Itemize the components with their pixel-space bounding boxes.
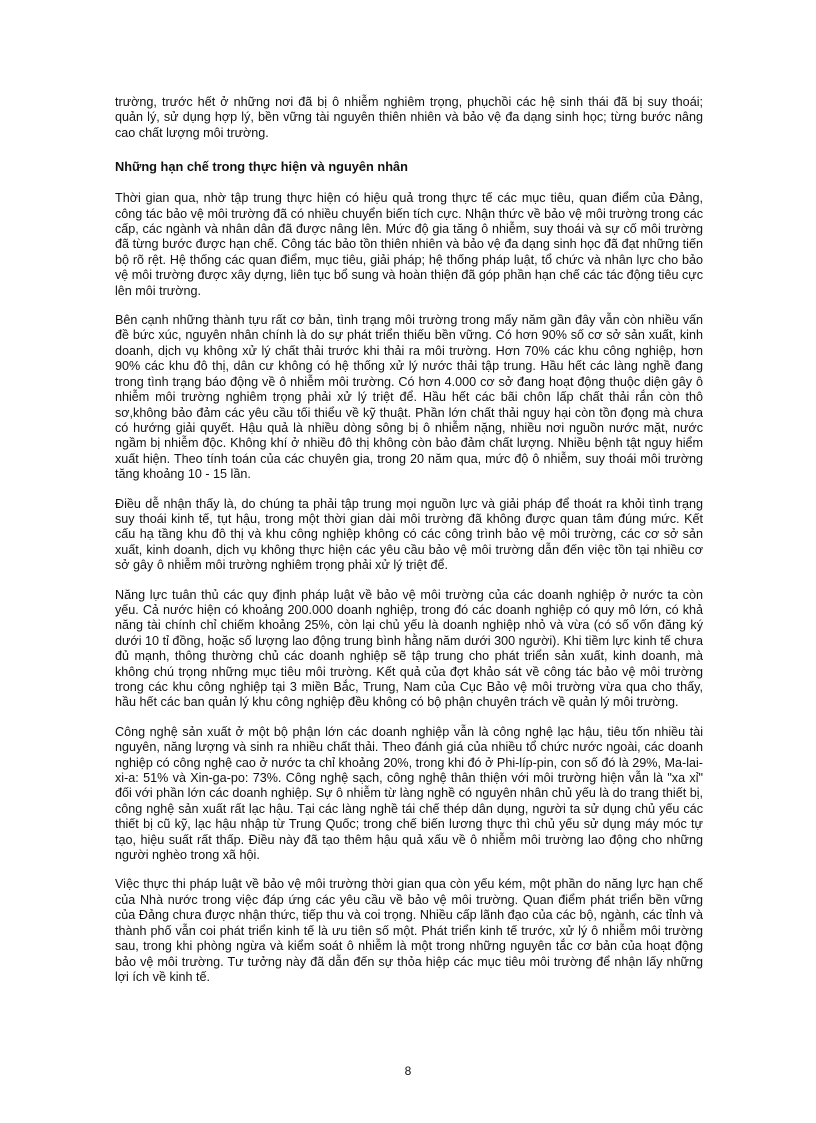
page-number: 8	[404, 1064, 412, 1078]
paragraph-technology: Công nghệ sản xuất ở một bộ phận lớn các doanh nghiệp vẫn là công nghệ lạc hậu, tiêu tốn nhiều tài nguyên, năng lượng và sinh ra nhiều chất thải. Theo đánh giá của nhiều tổ chức nước ngoài, các doanh nghiệp có công nghệ cao ở nước ta chỉ khoảng 20%, trong khi đó ở Phi-líp-pin, con số đó là 29%, Ma-lai-xi-a: 51% và Xin-ga-po: 73%. Công nghệ sạch, công nghệ thân thiện với môi trường hiện vẫn là "xa xỉ" đối với phần lớn các doanh nghiệp. Sự ô nhiễm từ làng nghề có nguyên nhân chủ yếu là do trang thiết bị, công nghệ sản xuất rất lạc hậu. Tại các làng nghề tái chế thép dân dụng, người ta sử dụng chủ yếu các thiết bị cũ kỹ, lạc hậu nhập từ Trung Quốc; trong chế biến lương thực thì chủ yếu sử dụng máy móc tự tạo, hiệu suất rất thấp. Điều này đã tạo thêm hậu quả xấu về ô nhiễm môi trường lao động cho những người nghèo trong xã hội.	[115, 724, 703, 863]
paragraph-intro-continuation: trường, trước hết ở những nơi đã bị ô nhiễm nghiêm trọng, phụchồi các hệ sinh thái đã bị suy thoái; quản lý, sử dụng hợp lý, bền vững tài nguyên thiên nhiên và bảo vệ đa dạng sinh học; từng bước nâng cao chất lượng môi trường.	[115, 95, 703, 140]
paragraph-environment-issues: Bên cạnh những thành tựu rất cơ bản, tình trạng môi trường trong mấy năm gần đây vẫn còn nhiều vấn đề bức xúc, nguyên nhân chính là do sự phát triển thiếu bền vững. Có hơn 90% số cơ sở sản xuất, kinh doanh, dịch vụ không xử lý chất thải trước khi thải ra môi trường. Hơn 70% các khu công nghiệp, hơn 90% các khu đô thị, dân cư không có hệ thống xử lý nước thải tập trung. Hầu hết các làng nghề đang trong tình trạng báo động về ô nhiễm môi trường. Có hơn 4.000 cơ sở đang hoạt động thuộc diện gây ô nhiễm môi trường nghiêm trọng phải xử lý triệt để. Hầu hết các bãi chôn lấp chất thải rắn còn thô sơ,không bảo đảm các yêu cầu tối thiểu về kỹ thuật. Phần lớn chất thải nguy hại còn tồn đọng mà chưa có hướng giải quyết. Hậu quả là nhiều dòng sông bị ô nhiễm nặng, nhiều nơi nguồn nước mặt, nước ngầm bị nhiễm độc. Không khí ở nhiều đô thị không còn bảo đảm chất lượng. Nhiều bệnh tật nguy hiểm xuất hiện. Theo tính toán của các chuyên gia, trong 20 năm qua, mức độ ô nhiễm, suy thoái môi trường tăng khoảng 10 - 15 lần.	[115, 313, 703, 482]
paragraph-law-enforcement: Việc thực thi pháp luật về bảo vệ môi trường thời gian qua còn yếu kém, một phần do năng lực hạn chế của Nhà nước trong việc đáp ứng các yêu cầu về bảo vệ môi trường. Quan điểm phát triển bền vững của Đảng chưa được nhận thức, tiếp thu và coi trọng. Nhiều cấp lãnh đạo của các bộ, ngành, các tỉnh và thành phố vẫn coi phát triển kinh tế là ưu tiên số một. Phát triển kinh tế trước, xử lý ô nhiễm môi trường sau, trong khi phòng ngừa và kiểm soát ô nhiễm là một trong những nguyên tắc cơ bản của hoạt động bảo vệ môi trường. Tư tưởng này đã dẫn đến sự thỏa hiệp các mục tiêu môi trường để nhận lấy những lợi ích về kinh tế.	[115, 877, 703, 984]
paragraph-enterprise-compliance: Năng lực tuân thủ các quy định pháp luật về bảo vệ môi trường của các doanh nghiệp ở nước ta còn yếu. Cả nước hiện có khoảng 200.000 doanh nghiệp, trong đó các doanh nghiệp có quy mô lớn, có khả năng tài chính chỉ chiếm khoảng 25%, còn lại chủ yếu là doanh nghiệp nhỏ và vừa (có số vốn đăng ký dưới 10 tỉ đồng, hoặc số lượng lao động trung bình hằng năm dưới 300 người). Khi tiềm lực kinh tế chưa đủ mạnh, thông thường chủ các doanh nghiệp sẽ tập trung cho phát triển sản xuất, kinh doanh, mà không chú trọng những mục tiêu môi trường. Kết quả của đợt khảo sát về công tác bảo vệ môi trường trong các khu công nghiệp tại 3 miền Bắc, Trung, Nam của Cục Bảo vệ môi trường vừa qua cho thấy, hầu hết các ban quản lý khu công nghiệp đều không có bộ phận chuyên trách về quản lý môi trường.	[115, 587, 703, 710]
paragraph-economic-focus: Điều dễ nhận thấy là, do chúng ta phải tập trung mọi nguồn lực và giải pháp để thoát ra khỏi tình trạng suy thoái kinh tế, tụt hậu, trong một thời gian dài môi trường đã không được quan tâm đúng mức. Kết cấu hạ tầng khu đô thị và khu công nghiệp không có các công trình bảo vệ môi trường, các cơ sở sản xuất, kinh doanh, dịch vụ không thực hiện các yêu cầu bảo vệ môi trường dẫn đến việc tồn tại nhiều cơ sở gây ô nhiễm môi trường nghiêm trọng phải xử lý triệt để.	[115, 496, 703, 573]
page-body	[115, 95, 703, 999]
paragraph-achievements: Thời gian qua, nhờ tập trung thực hiện có hiệu quả trong thực tế các mục tiêu, quan điểm của Đảng, công tác bảo vệ môi trường đã có nhiều chuyển biến tích cực. Nhận thức về bảo vệ môi trường trong các cấp, các ngành và nhân dân đã được nâng lên. Mức độ gia tăng ô nhiễm, suy thoái và sự cố môi trường đã từng bước được hạn chế. Công tác bảo tồn thiên nhiên và bảo vệ đa dạng sinh học đã đạt những tiến bộ rõ rệt. Hệ thống các quan điểm, mục tiêu, giải pháp; hệ thống pháp luật, tổ chức và nhân lực cho bảo vệ môi trường được xây dựng, liên tục bổ sung và hoàn thiện đã góp phần hạn chế các tác động tiêu cực lên môi trường.	[115, 191, 703, 298]
section-heading: Những hạn chế trong thực hiện và nguyên nhân	[115, 159, 408, 175]
